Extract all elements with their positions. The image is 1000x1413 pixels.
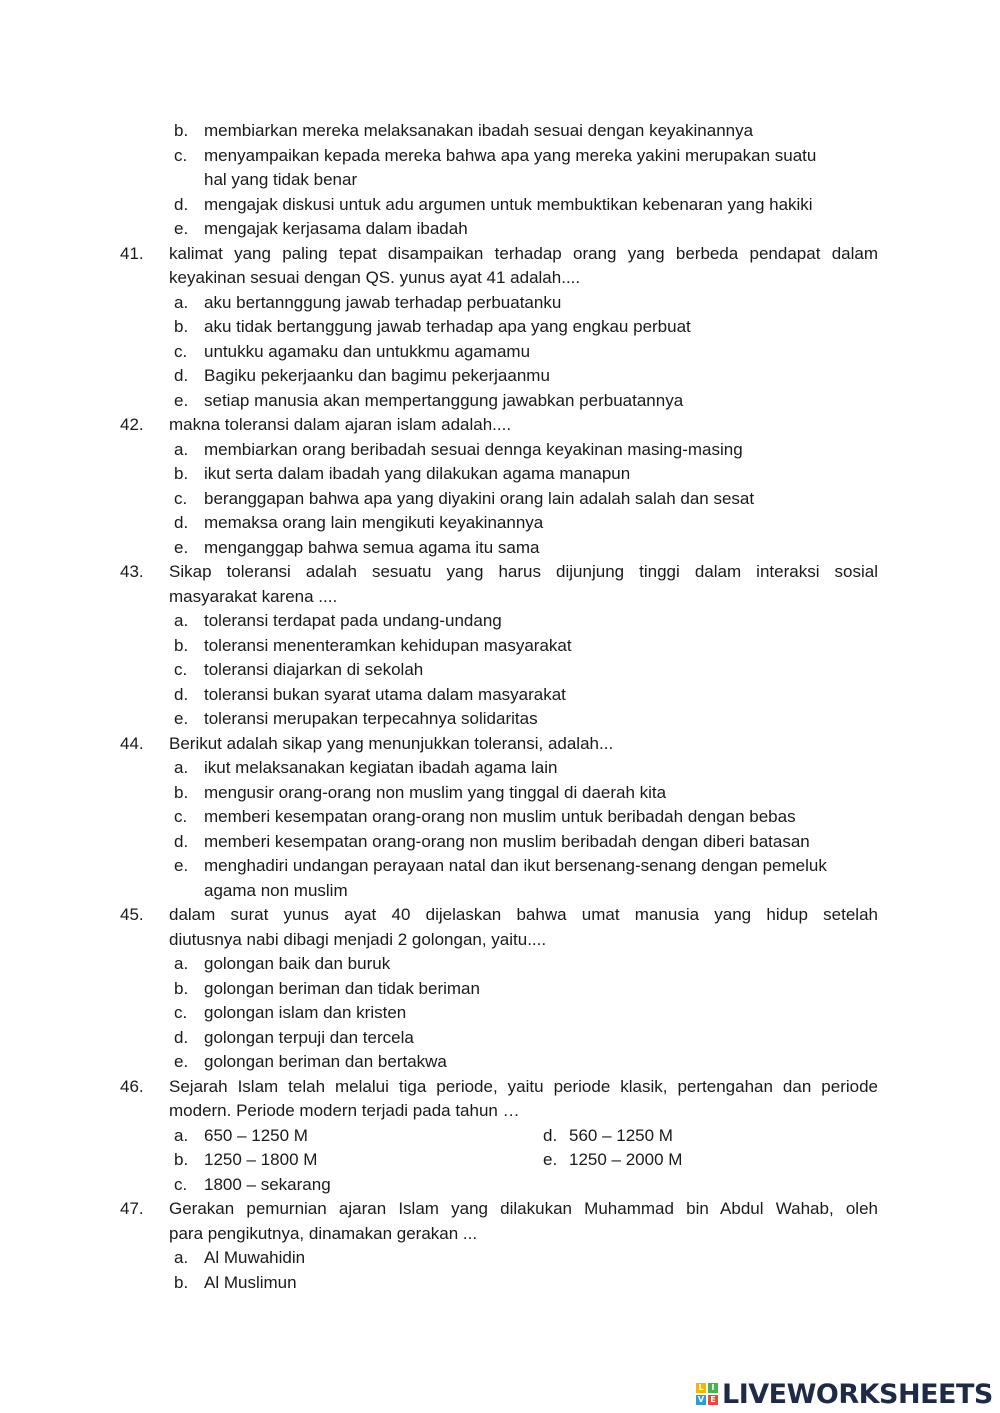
option-letter: a. — [174, 954, 189, 973]
option-letter: d. — [174, 513, 189, 532]
option-letter: a. — [174, 439, 189, 459]
option-row-continued — [0, 168, 1000, 193]
liveworksheets-logo[interactable] — [696, 1378, 993, 1410]
option-row — [0, 854, 1000, 879]
option-text: mengajak diskusi untuk adu argumen untuk membuktikan kebenaran yang hakiki — [204, 194, 813, 214]
option-row — [0, 487, 1000, 512]
option-row — [0, 634, 1000, 659]
option-letter: a. — [174, 758, 189, 777]
option-letter: b. — [174, 782, 189, 802]
option-text: toleransi menenteramkan kehidupan masyarakat — [204, 635, 572, 655]
option-text: Bagiku pekerjaanku dan bagimu pekerjaanmu — [204, 366, 550, 385]
option-letter: d. — [174, 684, 189, 704]
question-text-continued — [0, 928, 1000, 953]
option-text: Al Muslimun — [204, 1272, 297, 1292]
question-number: 41. — [120, 243, 144, 263]
option-row — [0, 291, 1000, 316]
question-number: 47. — [120, 1199, 144, 1218]
option-text: golongan beriman dan bertakwa — [204, 1052, 447, 1071]
option-letter: e. — [174, 537, 189, 557]
option-text: mengusir orang-orang non muslim yang tinggal di daerah kita — [204, 782, 667, 802]
question-text-continued — [0, 266, 1000, 291]
option-text: menyampaikan kepada mereka bahwa apa yang mereka yakini merupakan suatu — [204, 145, 817, 165]
option-text: toleransi terdapat pada undang-undang — [204, 611, 502, 630]
option-text: setiap manusia akan mempertanggung jawabkan perbuatannya — [204, 390, 684, 410]
question-text: masyarakat karena .... — [169, 586, 338, 606]
option-letter: c. — [174, 807, 188, 826]
option-text: beranggapan bahwa apa yang diyakini orang lain adalah salah dan sesat — [204, 488, 755, 508]
option-row — [0, 1271, 1000, 1296]
option-text: memaksa orang lain mengikuti keyakinannya — [204, 513, 544, 532]
question-46 — [0, 1075, 1000, 1100]
option-text: menghadiri undangan perayaan natal dan ikut bersenang-senang dengan pemeluk — [204, 856, 827, 875]
option-letter: c. — [174, 1174, 188, 1194]
option-letter: d. — [543, 1125, 558, 1145]
option-text: aku tidak bertanggung jawab terhadap apa yang engkau perbuat — [204, 317, 691, 336]
option-row — [0, 438, 1000, 463]
option-letter: b. — [174, 1150, 189, 1169]
option-letter: c. — [174, 341, 188, 361]
option-letter: c. — [174, 488, 188, 508]
question-number: 43. — [120, 562, 144, 581]
question-number: 45. — [120, 905, 144, 924]
option-row — [0, 1124, 1000, 1149]
option-text: hal yang tidak benar — [204, 170, 358, 189]
option-row — [0, 707, 1000, 732]
question-text-continued — [0, 1099, 1000, 1124]
option-text: mengajak kerjasama dalam ibadah — [204, 219, 468, 238]
option-text: golongan islam dan kristen — [204, 1003, 407, 1022]
option-text: untukku agamaku dan untukkmu agamamu — [204, 341, 531, 361]
option-row — [0, 805, 1000, 830]
option-text: agama non muslim — [204, 880, 348, 900]
question-42 — [0, 413, 1000, 438]
option-row — [0, 756, 1000, 781]
option-letter: e. — [543, 1150, 558, 1169]
option-letter: d. — [174, 366, 189, 385]
option-text: toleransi merupakan terpecahnya solidaritas — [204, 709, 538, 728]
option-text: ikut melaksanakan kegiatan ibadah agama lain — [204, 758, 558, 777]
option-row — [0, 683, 1000, 708]
option-row — [0, 389, 1000, 414]
option-text: ikut serta dalam ibadah yang dilakukan agama manapun — [204, 464, 631, 483]
option-text: 1250 – 2000 M — [569, 1150, 683, 1169]
option-letter: b. — [174, 121, 189, 140]
option-letter: e. — [174, 856, 189, 875]
option-text: membiarkan mereka melaksanakan ibadah sesuai dengan keyakinannya — [204, 121, 754, 140]
option-text: 1800 – sekarang — [204, 1174, 331, 1194]
option-row-continued — [0, 879, 1000, 904]
option-letter: a. — [174, 292, 189, 312]
option-row — [0, 364, 1000, 389]
question-text: Sikap toleransi adalah sesuatu yang harus dijunjung tinggi dalam interaksi sosial — [169, 562, 878, 581]
option-text: 1250 – 1800 M — [204, 1150, 318, 1169]
option-text: membiarkan orang beribadah sesuai dennga keyakinan masing-masing — [204, 439, 743, 459]
question-text: keyakinan sesuai dengan QS. yunus ayat 41 adalah.... — [169, 268, 581, 287]
question-44 — [0, 732, 1000, 757]
question-text-continued — [0, 585, 1000, 610]
question-text: kalimat yang paling tepat disampaikan terhadap orang yang berbeda pendapat dalam — [169, 243, 878, 263]
logo-tile-v: V — [697, 1395, 705, 1404]
option-text: golongan terpuji dan tercela — [204, 1027, 414, 1047]
logo-tile-l: L — [696, 1383, 706, 1393]
option-row — [0, 830, 1000, 855]
question-text: Gerakan pemurnian ajaran Islam yang dilakukan Muhammad bin Abdul Wahab, oleh — [169, 1199, 878, 1218]
option-row — [0, 658, 1000, 683]
option-letter: b. — [174, 464, 189, 483]
option-letter: e. — [174, 1052, 189, 1071]
option-row — [0, 1026, 1000, 1051]
option-letter: c. — [174, 145, 188, 165]
logo-text: LIVEWORKSHEETS — [722, 1378, 993, 1410]
question-text: Sejarah Islam telah melalui tiga periode, yaitu periode klasik, pertengahan dan periode — [169, 1076, 878, 1096]
option-row — [0, 340, 1000, 365]
option-row — [0, 511, 1000, 536]
option-row — [0, 1173, 1000, 1198]
question-41 — [0, 242, 1000, 267]
option-text: Al Muwahidin — [204, 1248, 306, 1267]
option-text: 650 – 1250 M — [204, 1125, 308, 1145]
logo-tile-e: E — [708, 1395, 718, 1405]
option-letter: b. — [174, 978, 189, 998]
question-text: Berikut adalah sikap yang menunjukkan toleransi, adalah... — [169, 733, 614, 753]
option-letter: b. — [174, 317, 189, 336]
question-number: 46. — [120, 1076, 144, 1096]
option-text: memberi kesempatan orang-orang non muslim beribadah dengan diberi batasan — [204, 831, 810, 851]
logo-tile-i: I — [708, 1383, 718, 1393]
question-text-continued — [0, 1222, 1000, 1247]
option-row — [0, 1050, 1000, 1075]
option-letter: e. — [174, 219, 189, 238]
question-text: para pengikutnya, dinamakan gerakan ... — [169, 1223, 478, 1243]
option-letter: a. — [174, 611, 189, 630]
option-letter: b. — [174, 1272, 189, 1292]
option-row — [0, 952, 1000, 977]
option-row — [0, 609, 1000, 634]
option-text: toleransi diajarkan di sekolah — [204, 660, 424, 679]
option-letter: a. — [174, 1125, 189, 1145]
option-letter: b. — [174, 635, 189, 655]
option-text: memberi kesempatan orang-orang non muslim untuk beribadah dengan bebas — [204, 807, 796, 826]
option-row — [0, 781, 1000, 806]
option-letter: c. — [174, 660, 188, 679]
option-row — [0, 193, 1000, 218]
option-text: menganggap bahwa semua agama itu sama — [204, 537, 540, 557]
option-letter: c. — [174, 1003, 188, 1022]
question-45 — [0, 903, 1000, 928]
question-47 — [0, 1197, 1000, 1222]
option-letter: a. — [174, 1248, 189, 1267]
option-row — [0, 462, 1000, 487]
option-text: 560 – 1250 M — [569, 1125, 673, 1145]
option-letter: d. — [174, 831, 189, 851]
option-text: golongan beriman dan tidak beriman — [204, 978, 480, 998]
option-text: golongan baik dan buruk — [204, 954, 391, 973]
question-43 — [0, 560, 1000, 585]
option-letter: e. — [174, 390, 189, 410]
question-text: dalam surat yunus ayat 40 dijelaskan bahwa umat manusia yang hidup setelah — [169, 905, 878, 924]
option-row — [0, 977, 1000, 1002]
option-row — [0, 1148, 1000, 1173]
option-row — [0, 536, 1000, 561]
question-number: 42. — [120, 415, 144, 434]
option-row — [0, 315, 1000, 340]
option-letter: d. — [174, 194, 189, 214]
liveworksheets-logo-icon — [696, 1383, 718, 1405]
question-number: 44. — [120, 733, 144, 753]
option-row — [0, 119, 1000, 144]
question-text: diutusnya nabi dibagi menjadi 2 golongan, yaitu.... — [169, 929, 547, 949]
option-text: aku bertannggung jawab terhadap perbuatanku — [204, 292, 562, 312]
option-letter: d. — [174, 1027, 189, 1047]
option-letter: e. — [174, 709, 189, 728]
option-row — [0, 217, 1000, 242]
option-row — [0, 1246, 1000, 1271]
question-text: makna toleransi dalam ajaran islam adalah.... — [169, 415, 512, 434]
option-text: toleransi bukan syarat utama dalam masyarakat — [204, 684, 566, 704]
worksheet-page — [0, 119, 1000, 1295]
question-text: modern. Periode modern terjadi pada tahun … — [169, 1101, 520, 1120]
option-row — [0, 1001, 1000, 1026]
option-row — [0, 144, 1000, 169]
